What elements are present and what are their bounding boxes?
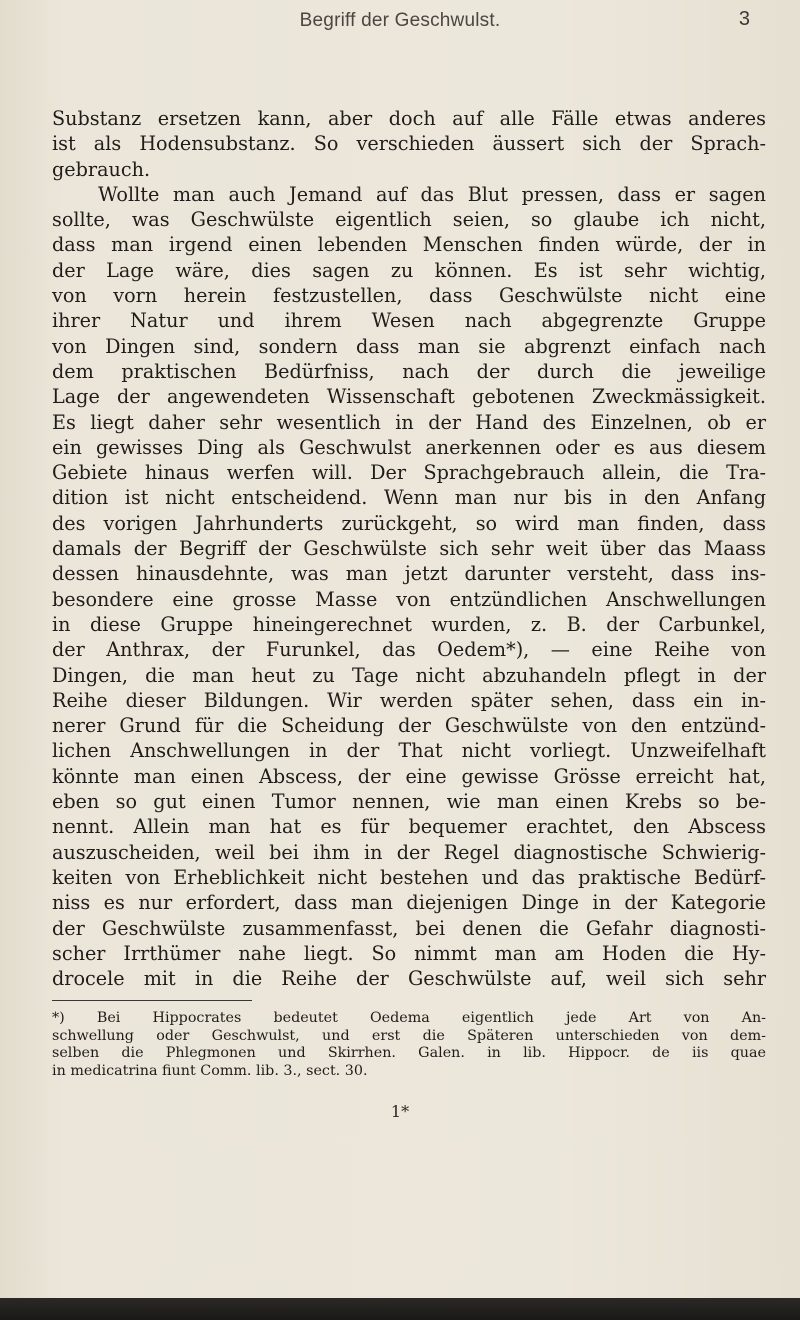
text-line: von vorn herein festzustellen, dass Geschwülste nicht eine [52,284,766,308]
scan-bottom-edge [0,1298,800,1320]
text-line: dition ist nicht entscheidend. Wenn man nur bis in den Anfang [52,486,766,510]
text-line: von Dingen sind, sondern dass man sie abgrenzt einfach nach [52,334,766,358]
text-line: der Lage wäre, dies sagen zu können. Es ist sehr wichtig, [52,258,766,282]
text-line: eben so gut einen Tumor nennen, wie man einen Krebs so be- [52,790,766,814]
footnote-line: selben die Phlegmonen und Skirrhen. Galen. in lib. Hippocr. de iis quae [52,1045,766,1061]
paragraph-2 [52,182,766,992]
text-line: ihrer Natur und ihrem Wesen nach abgegrenzte Gruppe [52,309,766,333]
text-line: könnte man einen Abscess, der eine gewisse Grösse erreicht hat, [52,764,766,788]
text-line: in diese Gruppe hineingerechnet wurden, z. B. der Carbunkel, [52,612,766,636]
text-line: besondere eine grosse Masse von entzündlichen Anschwellungen [52,587,766,611]
text-line: der Geschwülste zusammenfasst, bei denen die Gefahr diagnosti- [52,916,766,940]
text-line: nennt. Allein man hat es für bequemer erachtet, den Abscess [52,815,766,839]
text-line: ein gewisses Ding als Geschwulst anerkennen oder es aus diesem [52,435,766,459]
footnote-line: schwellung oder Geschwulst, und erst die Späteren unterschieden von dem- [52,1027,766,1044]
footnote-line: *) Bei Hippocrates bedeutet Oedema eigentlich jede Art von An- [52,1010,766,1026]
text-line: der Anthrax, der Furunkel, das Oedem*), — eine Reihe von [52,638,766,662]
footnote-line: in medicatrina fiunt Comm. lib. 3., sect. 30. [52,1062,368,1079]
paragraph-1 [52,106,766,182]
text-line: sollte, was Geschwülste eigentlich seien, so glaube ich nicht, [52,208,766,232]
text-line: nerer Grund für die Scheidung der Geschwülste von den entzünd- [52,714,766,738]
footnote [52,1010,766,1080]
text-line: Es liegt daher sehr wesentlich in der Hand des Einzelnen, ob er [52,410,766,434]
text-line: auszuscheiden, weil bei ihm in der Regel diagnostische Schwierig- [52,840,766,864]
text-line: gebrauch. [52,157,151,181]
footnote-divider [52,1000,252,1001]
text-line: scher Irrthümer nahe liegt. So nimmt man am Hoden die Hy- [52,941,766,965]
text-line: dass man irgend einen lebenden Menschen finden würde, der in [52,233,766,257]
text-line: drocele mit in die Reihe der Geschwülste auf, weil sich sehr [52,967,766,991]
body-text [52,106,766,991]
text-line: damals der Begriff der Geschwülste sich sehr weit über das Maass [52,537,766,561]
text-line: Gebiete hinaus werfen will. Der Sprachgebrauch allein, die Tra- [52,461,766,485]
text-line: Dingen, die man heut zu Tage nicht abzuhandeln pflegt in der [52,663,766,687]
running-title: Begriff der Geschwulst. [299,10,501,31]
text-line: ist als Hodensubstanz. So verschieden äussert sich der Sprach- [52,132,766,156]
text-line: Lage der angewendeten Wissenschaft gebotenen Zweckmässigkeit. [52,385,766,409]
text-line: des vorigen Jahrhunderts zurückgeht, so wird man finden, dass [52,511,766,535]
text-line: dem praktischen Bedürfniss, nach der durch die jeweilige [52,359,766,383]
text-line: keiten von Erheblichkeit nicht bestehen und das praktische Bedürf- [52,865,766,889]
running-head [0,0,800,40]
printer-signature: 1* [390,1102,410,1121]
text-line: niss es nur erfordert, dass man diejenigen Dinge in der Kategorie [52,891,766,915]
text-line: dessen hinausdehnte, was man jetzt darunter versteht, dass ins- [52,562,766,586]
text-line: Substanz ersetzen kann, aber doch auf alle Fälle etwas anderes [52,107,766,130]
text-line: Wollte man auch Jemand auf das Blut pressen, dass er sagen [98,182,766,206]
text-line: lichen Anschwellungen in der That nicht vorliegt. Unzweifelhaft [52,739,766,763]
text-line: Reihe dieser Bildungen. Wir werden später sehen, dass ein in- [52,688,766,712]
page-number: 3 [738,8,750,30]
